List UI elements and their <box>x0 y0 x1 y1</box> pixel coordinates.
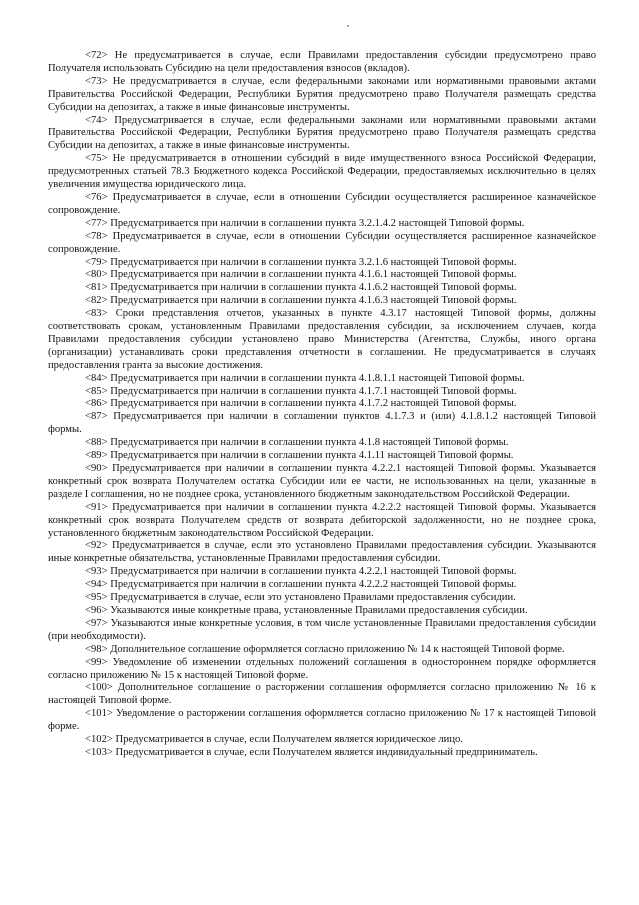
footnote-72: <72> Не предусматривается в случае, если Правилами предоставления субсидии предусмотрено право Получателя использовать Субсидию на цели предоставления взносов (вкладов). <box>48 50 596 74</box>
footnote-103: <103> Предусматривается в случае, если Получателем является индивидуальный предприниматель. <box>85 746 538 758</box>
footnote-102: <102> Предусматривается в случае, если Получателем является юридическое лицо. <box>85 734 463 746</box>
footnote-74: <74> Предусматривается в случае, если федеральными законами или нормативными правовыми актами Правительства Российской Федерации, Республики Бурятия предусмотрено право Получателя размещать средства Субсидии на депозитах, а также в иные финансовые инструменты. <box>48 114 596 152</box>
footnote-97: <97> Указываются иные конкретные условия, в том числе установленные Правилами предоставления субсидии (при необходимости). <box>48 617 596 642</box>
footnote-79: <79> Предусматривается при наличии в соглашении пункта 3.2.1.6 настоящей Типовой формы. <box>85 256 517 268</box>
footnote-87: <87> Предусматривается при наличии в соглашении пунктов 4.1.7.3 и (или) 4.1.8.1.2 настоящей Типовой формы. <box>48 411 596 436</box>
footnote-98: <98> Дополнительное соглашение оформляется согласно приложению № 14 к настоящей Типовой форме. <box>85 643 565 655</box>
footnote-92: <92> Предусматривается в случае, если это установлено Правилами предоставления субсидии. Указываются иные конкретные обязательства, установленные Правилами предоставления субсидии. <box>48 540 596 565</box>
footnote-88: <88> Предусматривается при наличии в соглашении пункта 4.1.8 настоящей Типовой формы. <box>85 437 509 449</box>
footnote-76: <76> Предусматривается в случае, если в отношении Субсидии осуществляется расширенное казначейское сопровождение. <box>48 191 596 216</box>
footnote-95: <95> Предусматривается в случае, если это установлено Правилами предоставления субсидии. <box>85 592 516 604</box>
footnote-73: <73> Не предусматривается в случае, если федеральными законами или нормативными правовыми актами Правительства Российской Федерации, Республики Бурятия предусмотрено право Получателя размещать средства Субсидии на депозитах, а также в иные финансовые инструменты. <box>48 75 596 113</box>
footnote-90: <90> Предусматривается при наличии в соглашении пункта 4.2.2.1 настоящей Типовой формы. Указывается конкретный срок возврата Получателем остатка Субсидии или ее части, не использованных на цели, указанные в разделе I соглашения, но не позднее срока, установленного бюджетным законодательством Российской Федерации. <box>48 463 596 500</box>
footnote-84: <84> Предусматривается при наличии в соглашении пункта 4.1.8.1.1 настоящей Типовой формы. <box>85 372 525 384</box>
footnote-75: <75> Не предусматривается в отношении субсидий в виде имущественного взноса Российской Федерации, предусмотренных статьей 78.3 Бюджетного кодекса Российской Федерации, предоставляемых исключительно в целях увеличения имущества юридического лица. <box>48 153 596 191</box>
footnote-77: <77> Предусматривается при наличии в соглашении пункта 3.2.1.4.2 настоящей Типовой формы. <box>85 217 525 229</box>
footnote-93: <93> Предусматривается при наличии в соглашении пункта 4.2.2.1 настоящей Типовой формы. <box>85 566 517 578</box>
footnotes-page <box>48 50 596 760</box>
footnote-100: <100> Дополнительное соглашение о расторжении соглашения оформляется согласно приложению № 16 к настоящей Типовой форме. <box>48 682 596 707</box>
footnote-86: <86> Предусматривается при наличии в соглашении пункта 4.1.7.2 настоящей Типовой формы. <box>85 398 517 410</box>
scan-speck <box>347 25 349 27</box>
footnote-89: <89> Предусматривается при наличии в соглашении пункта 4.1.11 настоящей Типовой формы. <box>85 450 514 462</box>
footnote-78: <78> Предусматривается в случае, если в отношении Субсидии осуществляется расширенное казначейское сопровождение. <box>48 230 596 255</box>
footnote-85: <85> Предусматривается при наличии в соглашении пункта 4.1.7.1 настоящей Типовой формы. <box>85 385 517 397</box>
footnote-82: <82> Предусматривается при наличии в соглашении пункта 4.1.6.3 настоящей Типовой формы. <box>85 295 517 307</box>
footnote-91: <91> Предусматривается при наличии в соглашении пункта 4.2.2.2 настоящей Типовой формы. Указывается конкретный срок возврата Получателем средств от возврата дебиторской задолженности, но не позднее срока, установленного бюджетным законодательством Российской Федерации. <box>48 501 596 539</box>
footnote-99: <99> Уведомление об изменении отдельных положений соглашения в одностороннем порядке оформляется согласно приложению № 15 к настоящей Типовой форме. <box>48 656 596 681</box>
footnote-80: <80> Предусматривается при наличии в соглашении пункта 4.1.6.1 настоящей Типовой формы. <box>85 269 517 281</box>
footnote-83: <83> Сроки представления отчетов, указанных в пункте 4.3.17 настоящей Типовой формы, должны соответствовать срокам, установленным Правилами предоставления субсидии, за исключением случаев, когда Правилами предоставления субсидии установлено право Министерства (Агентства, Службы, иного органа (организации) устанавливать сроки представления отчетности в соглашении. Не предусматривается в случаях предоставления гранта за высокие достижения. <box>48 308 596 371</box>
footnote-94: <94> Предусматривается при наличии в соглашении пункта 4.2.2.2 настоящей Типовой формы. <box>85 579 517 591</box>
footnote-81: <81> Предусматривается при наличии в соглашении пункта 4.1.6.2 настоящей Типовой формы. <box>85 282 517 294</box>
footnote-96: <96> Указываются иные конкретные права, установленные Правилами предоставления субсидии. <box>85 604 528 616</box>
footnote-101: <101> Уведомление о расторжении соглашения оформляется согласно приложению № 17 к настоящей Типовой форме. <box>48 708 596 733</box>
